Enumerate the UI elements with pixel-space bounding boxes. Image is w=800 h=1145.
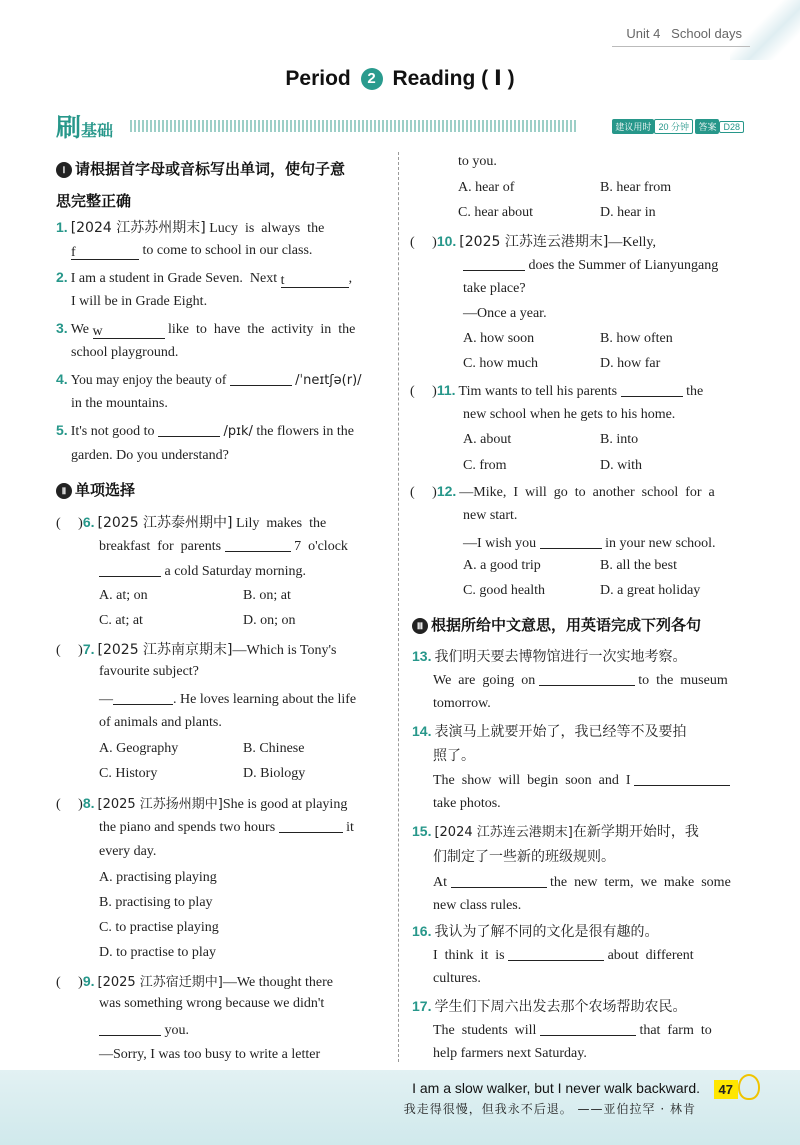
q10-number: 10.	[436, 233, 457, 249]
q8-line2	[99, 818, 354, 836]
question-6	[56, 512, 326, 532]
q7-number: 7.	[82, 641, 95, 657]
q7-option-d[interactable]: D. Biology	[243, 766, 306, 781]
q16-chinese: 我认为了解不同的文化是很有趣的。	[434, 924, 659, 940]
q3-text-3: school playground.	[71, 345, 179, 360]
q10-option-b[interactable]: B. how often	[600, 331, 673, 346]
q14-chinese-2: 照了。	[433, 748, 475, 764]
q8-text: She is good at playing	[222, 797, 348, 812]
q6-blank-2[interactable]	[99, 562, 161, 577]
q14-number: 14.	[412, 723, 432, 739]
q12-text: —Mike, I will go to another school for a	[459, 485, 715, 500]
q2-letter: t	[280, 273, 285, 288]
q11-answer-box[interactable]: ( )	[410, 384, 437, 399]
q13-blank[interactable]	[539, 671, 635, 686]
q8-number: 8.	[82, 795, 95, 811]
title-number-badge: 2	[361, 68, 383, 90]
q11-number: 11.	[436, 382, 456, 398]
section-1-title-cont: 思完整正确	[56, 192, 132, 210]
section-3-heading	[412, 614, 701, 635]
q5-text: It's not good to	[70, 424, 155, 439]
q4-number: 4.	[56, 371, 68, 387]
logo-sub: 基础	[81, 121, 114, 140]
q8-answer-box[interactable]: ( )	[56, 797, 83, 812]
q17-chinese: 学生们下周六出发去那个农场帮助农民。	[434, 999, 687, 1015]
q8-source: [2025 江苏扬州期中]	[97, 797, 223, 812]
q11-text: Tim wants to tell his parents	[458, 384, 618, 399]
q3-letter: w	[92, 324, 103, 339]
q13-text: We are going on	[433, 673, 536, 688]
q14-text: The show will begin soon and I	[433, 773, 631, 788]
page-number: 47	[714, 1080, 738, 1099]
q10-option-c[interactable]: C. how much	[463, 356, 539, 371]
q8-blank[interactable]	[279, 818, 343, 833]
section-3-number: Ⅲ	[412, 618, 428, 634]
q13-line2	[433, 671, 728, 689]
q12-blank[interactable]	[540, 534, 602, 549]
q12-option-c[interactable]: C. good health	[463, 583, 546, 598]
q6-text: Lily makes the	[236, 516, 327, 531]
q13-chinese: 我们明天要去博物馆进行一次实地考察。	[434, 649, 687, 665]
q10-text: —Kelly,	[608, 235, 657, 250]
q15-chinese: 在新学期开始时，我	[572, 824, 699, 840]
section-2-heading	[56, 479, 135, 500]
question-4	[56, 371, 362, 388]
q2-text-2: I will be in Grade Eight.	[71, 294, 208, 309]
q12-option-d[interactable]: D. a great holiday	[600, 583, 701, 598]
q7-blank[interactable]	[113, 690, 173, 705]
q5-text-3: garden. Do you understand?	[71, 448, 229, 463]
q3-blank[interactable]	[93, 324, 165, 339]
q12-text-2: new start.	[463, 508, 518, 523]
q4-text: You may enjoy the beauty of	[70, 372, 227, 387]
page-title	[0, 66, 800, 91]
header-rule	[612, 46, 750, 47]
q6-blank-1[interactable]	[225, 537, 291, 552]
section-1-title: 请根据首字母或音标写出单词，使句子意	[75, 160, 346, 178]
q14-chinese: 表演马上就要开始了，我已经等不及要拍	[434, 724, 687, 740]
balloon-icon	[738, 1074, 760, 1100]
q7-text-3: . He loves learning about the life	[173, 692, 357, 707]
q13-text-3: tomorrow.	[433, 696, 491, 711]
q8-option-c[interactable]: C. to practise playing	[99, 920, 219, 935]
q14-line3	[433, 771, 730, 789]
question-15	[412, 821, 699, 841]
question-2	[56, 269, 352, 288]
q11-text-3: new school when he gets to his home.	[463, 407, 676, 422]
q16-text-2: about different	[607, 948, 694, 963]
q9-blank[interactable]	[99, 1021, 161, 1036]
q10-option-d[interactable]: D. how far	[600, 356, 661, 371]
q2-comma: ,	[348, 271, 353, 286]
q11-option-c[interactable]: C. from	[463, 458, 507, 473]
q17-text-2: that farm to	[639, 1023, 712, 1038]
q9-text-4: —Sorry, I was too busy to write a letter	[99, 1047, 321, 1062]
q6-text-4: a cold Saturday morning.	[164, 564, 307, 579]
q7-answer-box[interactable]: ( )	[56, 643, 83, 658]
q6-text-3: 7 o'clock	[294, 539, 348, 554]
question-13	[412, 646, 686, 666]
section-2-title: 单项选择	[75, 481, 136, 499]
q8-text-3: it	[346, 820, 354, 835]
q5-number: 5.	[56, 422, 68, 438]
q15-text-3: new class rules.	[433, 898, 522, 913]
basics-logo	[56, 108, 113, 144]
q15-source: [2024 江苏连云港期末]	[434, 825, 573, 840]
q14-text-2: take photos.	[433, 796, 501, 811]
q16-text: I think it is	[433, 948, 505, 963]
q7-line3	[99, 690, 356, 708]
q1-blank[interactable]	[71, 245, 139, 260]
q7-option-b[interactable]: B. Chinese	[243, 741, 305, 756]
q16-number: 16.	[412, 923, 432, 939]
q6-option-b[interactable]: B. on; at	[243, 588, 291, 603]
q13-number: 13.	[412, 648, 432, 664]
q1-text: Lucy is always the	[209, 221, 325, 236]
q10-option-a[interactable]: A. how soon	[463, 331, 535, 346]
q10-text-3: take place?	[463, 281, 526, 296]
banner-tags	[612, 119, 744, 134]
q6-answer-box[interactable]: ( )	[56, 516, 83, 531]
section-2-number: Ⅱ	[56, 483, 72, 499]
q17-text-3: help farmers next Saturday.	[433, 1046, 587, 1061]
q12-text-3: —I wish you	[463, 536, 537, 551]
q13-text-2: to the museum	[638, 673, 728, 688]
q16-text-3: cultures.	[433, 971, 481, 986]
q11-option-d[interactable]: D. with	[600, 458, 642, 473]
question-8	[56, 793, 347, 813]
q15-number: 15.	[412, 823, 432, 839]
question-11	[410, 382, 703, 400]
q9-answer-box[interactable]: ( )	[56, 975, 83, 990]
q7-text: —Which is Tony's	[232, 643, 337, 658]
q1-text-2: to come to school in our class.	[142, 243, 313, 258]
q11-option-a[interactable]: A. about	[463, 432, 512, 447]
q10-line2	[463, 256, 718, 274]
q10-blank[interactable]	[463, 256, 525, 271]
question-17	[412, 996, 686, 1016]
q12-answer-box[interactable]: ( )	[410, 485, 437, 500]
q12-option-a[interactable]: A. a good trip	[463, 558, 541, 573]
logo-main: 刷	[56, 113, 82, 142]
q9-text-5: to you.	[458, 154, 497, 169]
q8-option-b[interactable]: B. practising to play	[99, 895, 213, 910]
q1-letter: f	[71, 245, 76, 260]
q7-option-a[interactable]: A. Geography	[99, 741, 179, 756]
q5-text-2: the flowers in the	[256, 424, 354, 439]
title-period: Period	[285, 67, 351, 90]
q17-text: The students will	[433, 1023, 537, 1038]
question-1	[56, 217, 324, 237]
q9-option-d[interactable]: D. hear in	[600, 205, 656, 220]
q7-dash: —	[99, 692, 113, 707]
column-divider	[398, 152, 399, 1062]
q15-text-2: the new term, we make some	[550, 875, 731, 890]
q9-option-a[interactable]: A. hear of	[458, 180, 515, 195]
q15-line3	[433, 873, 731, 891]
question-9	[56, 971, 333, 991]
q3-text: We	[70, 322, 89, 337]
title-reading: Reading ( Ⅰ )	[392, 67, 515, 90]
question-16	[412, 921, 658, 941]
q17-number: 17.	[412, 998, 432, 1014]
q4-phonetic: /ˈneɪtʃə(r)/	[295, 373, 362, 388]
question-7	[56, 639, 336, 659]
q6-option-a[interactable]: A. at; on	[99, 588, 148, 603]
q9-text-2: was something wrong because we didn't	[99, 996, 325, 1011]
q12-text-4: in your new school.	[605, 536, 716, 551]
q6-text-2: breakfast for parents	[99, 539, 222, 554]
q4-blank[interactable]	[230, 371, 292, 386]
q2-text: I am a student in Grade Seven. Next	[70, 271, 278, 286]
question-10	[410, 231, 656, 251]
unit-label: Unit 4 School days	[626, 26, 742, 41]
answer-label: 答案	[695, 119, 719, 134]
question-12	[410, 483, 715, 501]
section-3-title: 根据所给中文意思，用英语完成下列各句	[431, 616, 702, 634]
q15-chinese-2: 们制定了一些新的班级规则。	[433, 849, 615, 865]
q10-text-4: —Once a year.	[463, 306, 547, 321]
q10-text-2: does the Summer of Lianyungang	[528, 258, 719, 273]
q8-option-a[interactable]: A. practising playing	[99, 870, 217, 885]
motto-chinese: 我走得很慢，但我永不后退。 ——亚伯拉罕 · 林肯	[403, 1102, 696, 1116]
q9-option-b[interactable]: B. hear from	[600, 180, 672, 195]
q2-number: 2.	[56, 269, 68, 285]
q7-text-4: of animals and plants.	[99, 715, 222, 730]
q9-text-3: you.	[164, 1023, 189, 1038]
question-14	[412, 721, 686, 741]
q12-number: 12.	[436, 483, 457, 499]
q11-blank[interactable]	[621, 382, 683, 397]
q11-option-b[interactable]: B. into	[600, 432, 639, 447]
q8-option-d[interactable]: D. to practise to play	[99, 945, 217, 960]
motto-english: I am a slow walker, but I never walk backward.	[412, 1080, 700, 1096]
q8-text-4: every day.	[99, 844, 157, 859]
section-1-number: Ⅰ	[56, 162, 72, 178]
q7-option-c[interactable]: C. History	[99, 766, 158, 781]
q17-line2	[433, 1021, 712, 1039]
question-5	[56, 422, 354, 440]
q5-phonetic: /pɪk/	[223, 424, 253, 439]
time-value: 20 分钟	[654, 119, 693, 134]
q8-text-2: the piano and spends two hours	[99, 820, 276, 835]
q12-option-b[interactable]: B. all the best	[600, 558, 677, 573]
q5-blank[interactable]	[158, 422, 220, 437]
q10-answer-box[interactable]: ( )	[410, 235, 437, 250]
q6-line3	[99, 562, 306, 580]
q11-text-2: the	[686, 384, 704, 399]
q7-text-2: favourite subject?	[99, 664, 199, 679]
section-1-heading	[56, 158, 345, 179]
q6-number: 6.	[82, 514, 95, 530]
banner-hatch	[130, 120, 578, 132]
q1-source: [2024 江苏苏州期末]	[70, 220, 206, 236]
question-1-line2	[71, 243, 312, 260]
q9-text: —We thought there	[222, 975, 333, 990]
q9-source: [2025 江苏宿迁期中]	[97, 975, 223, 990]
q16-line2	[433, 946, 694, 964]
q12-line3	[463, 534, 716, 552]
answer-page: D28	[719, 121, 744, 133]
q9-option-c[interactable]: C. hear about	[458, 205, 534, 220]
q16-blank[interactable]	[508, 946, 604, 961]
q6-source: [2025 江苏泰州期中]	[97, 515, 233, 531]
q10-source: [2025 江苏连云港期末]	[459, 234, 609, 250]
q2-blank[interactable]	[281, 273, 349, 288]
q6-option-c[interactable]: C. at; at	[99, 613, 143, 628]
q9-number: 9.	[82, 973, 95, 989]
q14-blank[interactable]	[634, 771, 730, 786]
q3-number: 3.	[56, 320, 68, 336]
q1-number: 1.	[56, 219, 68, 235]
question-3	[56, 320, 355, 339]
time-label: 建议用时	[612, 119, 654, 134]
q7-source: [2025 江苏南京期末]	[97, 642, 233, 658]
q6-option-d[interactable]: D. on; on	[243, 613, 296, 628]
q15-text: At	[433, 875, 447, 890]
q6-line2	[99, 537, 348, 555]
q3-text-2: like to have the activity in the	[168, 322, 356, 337]
q17-blank[interactable]	[540, 1021, 636, 1036]
q9-line3	[99, 1021, 189, 1039]
q4-text-2: in the mountains.	[71, 396, 168, 411]
q15-blank[interactable]	[451, 873, 547, 888]
